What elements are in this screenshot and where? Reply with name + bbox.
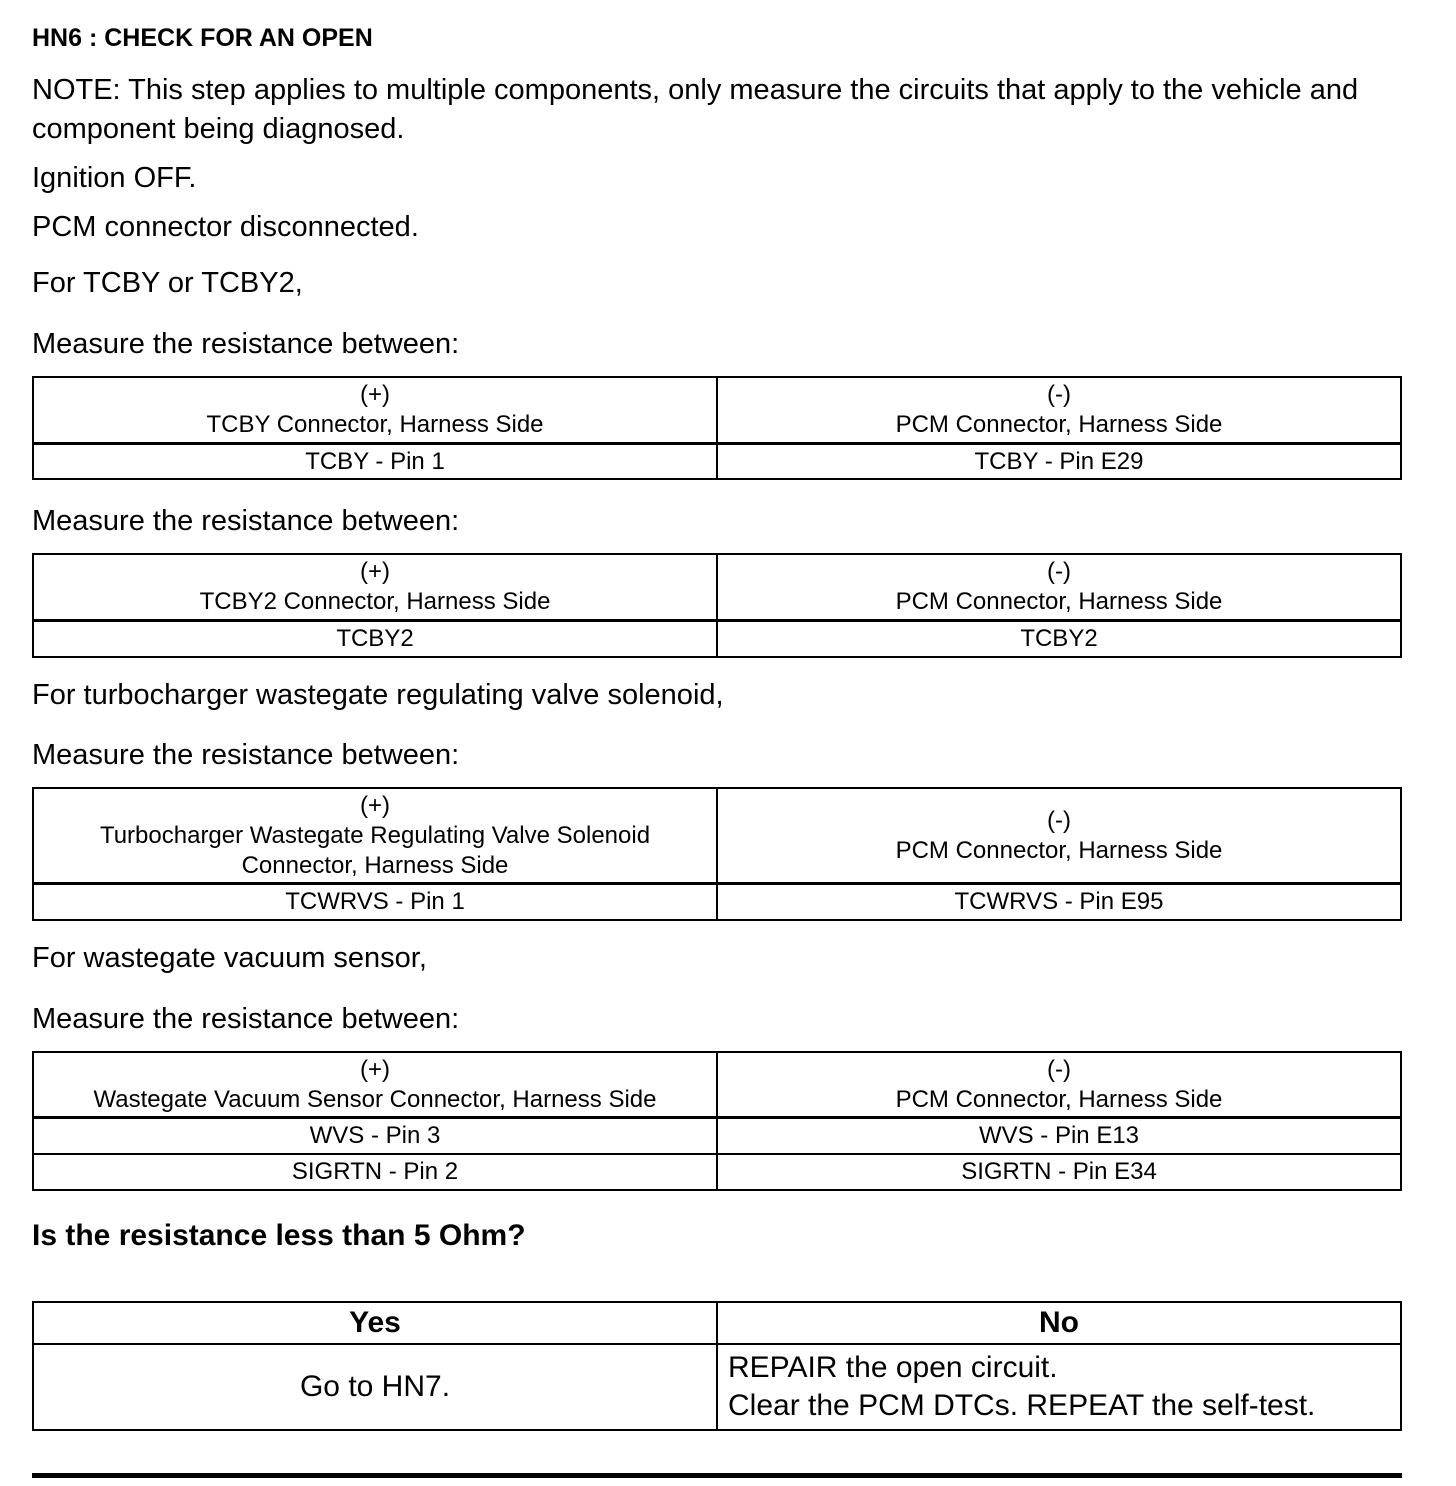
yes-header-cell: Yes: [33, 1302, 717, 1344]
measurement-table-tcwrvs: [32, 787, 1402, 921]
minus-connector-label: PCM Connector, Harness Side: [895, 588, 1223, 616]
table-header-row: [33, 788, 1401, 884]
minus-header-cell: [717, 1052, 1401, 1118]
minus-pin-cell: WVS - Pin E13: [717, 1118, 1401, 1154]
no-action-cell: [717, 1344, 1401, 1430]
plus-header-cell: [33, 554, 717, 620]
minus-header-cell: [717, 554, 1401, 620]
minus-header-cell: [717, 788, 1401, 884]
decision-question: Is the resistance less than 5 Ohm?: [32, 1218, 526, 1252]
minus-pin-cell: TCBY2: [717, 620, 1401, 656]
plus-sign: (+): [360, 1055, 390, 1083]
plus-pin-cell: TCBY - Pin 1: [33, 443, 717, 479]
instruction-pcm-disconnected: PCM connector disconnected.: [32, 210, 419, 243]
decision-header-row: [33, 1302, 1401, 1344]
plus-pin-cell: WVS - Pin 3: [33, 1118, 717, 1154]
minus-connector-label: PCM Connector, Harness Side: [895, 410, 1223, 438]
table-row: [33, 1118, 1401, 1154]
plus-header-cell: [33, 377, 717, 443]
measure-label-4: Measure the resistance between:: [32, 1003, 460, 1036]
section-intro-tcby: For TCBY or TCBY2,: [32, 267, 303, 300]
step-title: HN6 : CHECK FOR AN OPEN: [32, 24, 373, 52]
table-header-row: [33, 377, 1401, 443]
minus-pin-cell: SIGRTN - Pin E34: [717, 1154, 1401, 1190]
section-intro-wvs: For wastegate vacuum sensor,: [32, 942, 427, 975]
measurement-table-wvs: [32, 1051, 1402, 1191]
plus-sign: (+): [360, 558, 390, 586]
table-header-row: [33, 554, 1401, 620]
minus-sign: (-): [1047, 807, 1071, 835]
table-row: [33, 620, 1401, 656]
plus-sign: (+): [360, 381, 390, 409]
yes-action-cell: Go to HN7.: [33, 1344, 717, 1430]
decision-table: [32, 1301, 1402, 1431]
plus-pin-cell: TCBY2: [33, 620, 717, 656]
no-header-cell: No: [717, 1302, 1401, 1344]
section-intro-turbo: For turbocharger wastegate regulating valve solenoid,: [32, 678, 724, 711]
table-row: [33, 443, 1401, 479]
minus-pin-cell: TCBY - Pin E29: [717, 443, 1401, 479]
minus-sign: (-): [1047, 381, 1071, 409]
table-row: [33, 884, 1401, 920]
plus-connector-label: TCBY2 Connector, Harness Side: [199, 588, 551, 616]
measure-label-2: Measure the resistance between:: [32, 505, 460, 538]
plus-header-cell: [33, 788, 717, 884]
minus-connector-label: PCM Connector, Harness Side: [895, 1085, 1223, 1113]
minus-pin-cell: TCWRVS - Pin E95: [717, 884, 1401, 920]
instruction-ignition-off: Ignition OFF.: [32, 161, 197, 194]
minus-header-cell: [717, 377, 1401, 443]
plus-sign: (+): [360, 792, 390, 820]
minus-sign: (-): [1047, 1055, 1071, 1083]
plus-pin-cell: TCWRVS - Pin 1: [33, 884, 717, 920]
note-text: NOTE: This step applies to multiple components, only measure the circuits that apply to the vehicle and component being diagnosed.: [32, 74, 1359, 145]
table-row: [33, 1154, 1401, 1190]
plus-pin-cell: SIGRTN - Pin 2: [33, 1154, 717, 1190]
minus-sign: (-): [1047, 558, 1071, 586]
plus-connector-label: Turbocharger Wastegate Regulating Valve Solenoid Connector, Harness Side: [99, 821, 651, 879]
bottom-divider: [32, 1473, 1402, 1478]
no-action-line-1: REPAIR the open circuit.: [728, 1350, 1058, 1384]
plus-header-cell: [33, 1052, 717, 1118]
decision-action-row: [33, 1344, 1401, 1430]
table-header-row: [33, 1052, 1401, 1118]
minus-connector-label: PCM Connector, Harness Side: [895, 836, 1223, 864]
plus-connector-label: TCBY Connector, Harness Side: [206, 410, 544, 438]
measure-label-3: Measure the resistance between:: [32, 739, 460, 772]
plus-connector-label: Wastegate Vacuum Sensor Connector, Harness Side: [93, 1085, 657, 1113]
measurement-table-tcby: [32, 376, 1402, 480]
measure-label-1: Measure the resistance between:: [32, 328, 460, 361]
no-action-line-2: Clear the PCM DTCs. REPEAT the self-test.: [728, 1388, 1316, 1422]
measurement-table-tcby2: [32, 553, 1402, 657]
